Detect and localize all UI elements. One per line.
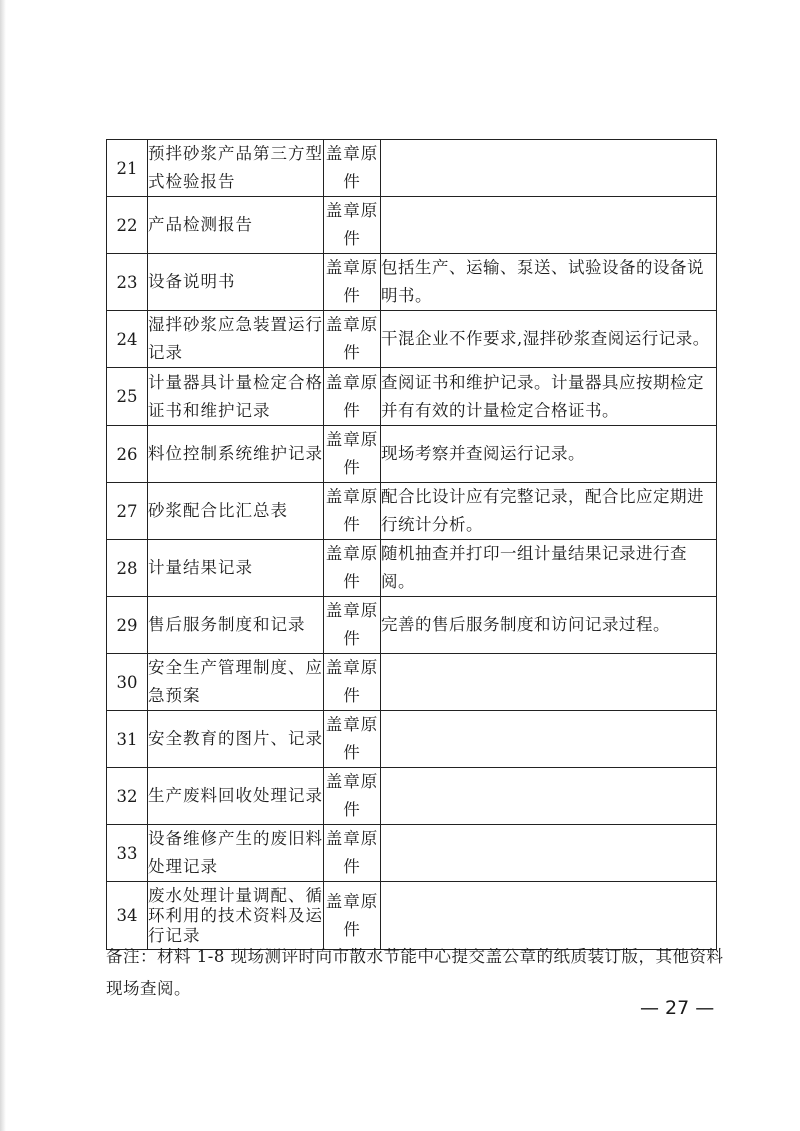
- material-name: 计量结果记录: [148, 540, 324, 597]
- row-number: 24: [107, 311, 148, 368]
- row-number: 28: [107, 540, 148, 597]
- submission-form: 盖章原件: [324, 483, 381, 540]
- material-name: 计量器具计量检定合格证书和维护记录: [148, 368, 324, 426]
- row-number: 29: [107, 597, 148, 654]
- footnote: 备注：材料 1-8 现场测评时向市散水节能中心提交盖公章的纸质装订版，其他资料现场查阅。: [106, 947, 724, 998]
- remark: [381, 768, 717, 825]
- submission-form: 盖章原件: [324, 654, 381, 711]
- submission-form: 盖章原件: [324, 882, 381, 950]
- remark: 完善的售后服务制度和访问记录过程。: [381, 597, 717, 654]
- remark: 现场考察并查阅运行记录。: [381, 426, 717, 483]
- remark: 随机抽查并打印一组计量结果记录进行查阅。: [381, 540, 717, 597]
- material-name: 设备维修产生的废旧料处理记录: [148, 825, 324, 882]
- materials-table-body: [107, 140, 717, 950]
- remark: [381, 882, 717, 950]
- submission-form: 盖章原件: [324, 197, 381, 254]
- row-number: 26: [107, 426, 148, 483]
- material-name: 砂浆配合比汇总表: [148, 483, 324, 540]
- remark: 干混企业不作要求,湿拌砂浆查阅运行记录。: [381, 311, 717, 368]
- submission-form: 盖章原件: [324, 597, 381, 654]
- row-number: 25: [107, 368, 148, 426]
- material-name: 安全生产管理制度、应急预案: [148, 654, 324, 711]
- page-number: — 27 —: [640, 997, 715, 1019]
- material-name: 预拌砂浆产品第三方型式检验报告: [148, 140, 324, 197]
- table-row: [107, 768, 717, 825]
- remark: 包括生产、运输、泵送、试验设备的设备说明书。: [381, 254, 717, 311]
- table-row: [107, 540, 717, 597]
- row-number: 32: [107, 768, 148, 825]
- scan-edge-shadow: [0, 0, 6, 1131]
- table-row: [107, 882, 717, 950]
- row-number: 27: [107, 483, 148, 540]
- submission-form: 盖章原件: [324, 711, 381, 768]
- submission-form: 盖章原件: [324, 825, 381, 882]
- remark: 查阅证书和维护记录。计量器具应按期检定并有有效的计量检定合格证书。: [381, 368, 717, 426]
- submission-form: 盖章原件: [324, 426, 381, 483]
- table-row: [107, 368, 717, 426]
- material-name: 废水处理计量调配、循环利用的技术资料及运行记录: [148, 882, 324, 950]
- table-row: [107, 254, 717, 311]
- materials-table: [106, 139, 717, 950]
- row-number: 34: [107, 882, 148, 950]
- submission-form: 盖章原件: [324, 368, 381, 426]
- table-row: [107, 483, 717, 540]
- material-name: 产品检测报告: [148, 197, 324, 254]
- remark: [381, 711, 717, 768]
- material-name: 湿拌砂浆应急装置运行记录: [148, 311, 324, 368]
- material-name: 安全教育的图片、记录: [148, 711, 324, 768]
- submission-form: 盖章原件: [324, 254, 381, 311]
- row-number: 33: [107, 825, 148, 882]
- remark: [381, 654, 717, 711]
- table-row: [107, 654, 717, 711]
- table-row: [107, 426, 717, 483]
- row-number: 22: [107, 197, 148, 254]
- row-number: 30: [107, 654, 148, 711]
- table-row: [107, 711, 717, 768]
- submission-form: 盖章原件: [324, 140, 381, 197]
- table-row: [107, 311, 717, 368]
- table-row: [107, 140, 717, 197]
- submission-form: 盖章原件: [324, 540, 381, 597]
- material-name: 设备说明书: [148, 254, 324, 311]
- remark: 配合比设计应有完整记录，配合比应定期进行统计分析。: [381, 483, 717, 540]
- remark: [381, 197, 717, 254]
- row-number: 23: [107, 254, 148, 311]
- row-number: 31: [107, 711, 148, 768]
- material-name: 生产废料回收处理记录: [148, 768, 324, 825]
- table-row: [107, 197, 717, 254]
- submission-form: 盖章原件: [324, 311, 381, 368]
- submission-form: 盖章原件: [324, 768, 381, 825]
- row-number: 21: [107, 140, 148, 197]
- remark: [381, 140, 717, 197]
- table-row: [107, 597, 717, 654]
- material-name: 料位控制系统维护记录: [148, 426, 324, 483]
- material-name: 售后服务制度和记录: [148, 597, 324, 654]
- table-row: [107, 825, 717, 882]
- remark: [381, 825, 717, 882]
